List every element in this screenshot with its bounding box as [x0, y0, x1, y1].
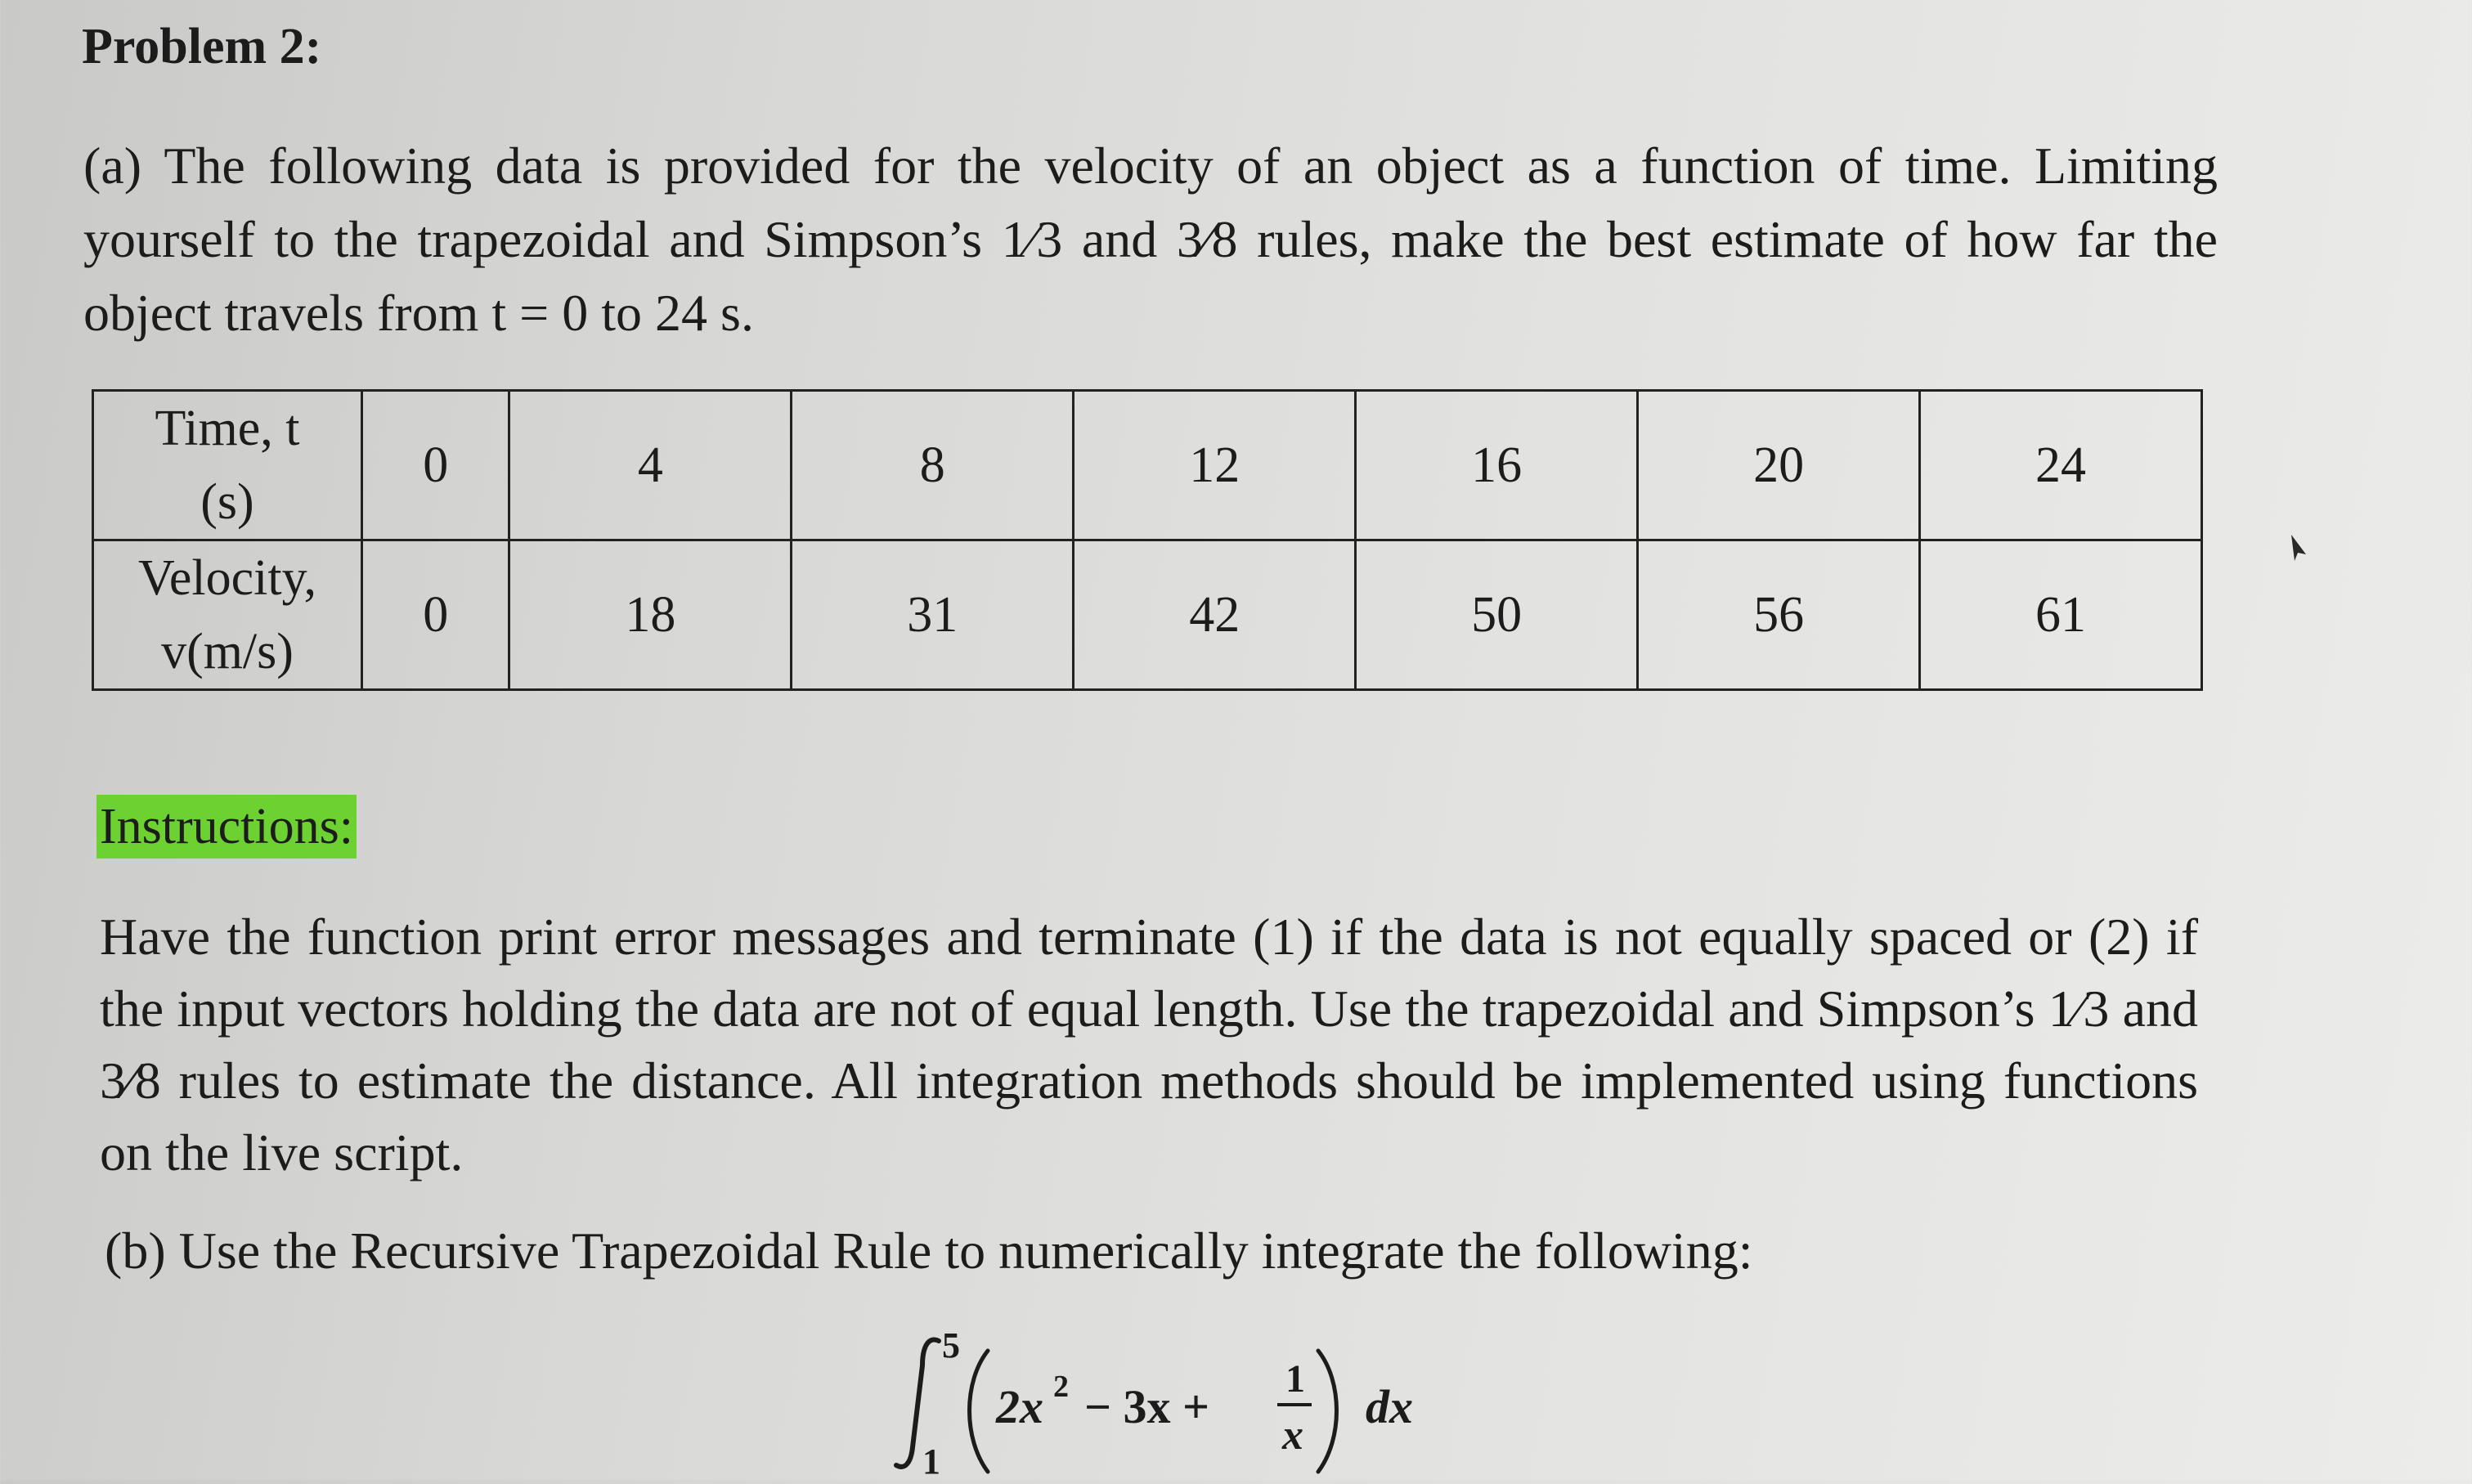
integral-upper-limit: 5	[942, 1325, 960, 1365]
velocity-cell: 18	[509, 540, 792, 690]
velocity-cell: 42	[1074, 540, 1356, 690]
velocity-cell: 56	[1638, 540, 1920, 690]
integral-denominator: x	[1282, 1412, 1303, 1459]
velocity-header-unit: v(m/s)	[161, 624, 294, 679]
instructions-text: Have the function print error messages and terminate (1) if the data is not equally spaced or (2) if the input vectors holding the data are not of equal length. Use the trapezoidal and Simpson’s 1⁄3 and 3⁄8 rules to estimate the distance. All integration methods should be implemented using functions on the live script.	[100, 908, 2198, 1181]
velocity-row	[93, 540, 2202, 690]
time-cell: 12	[1074, 391, 1356, 540]
problem-title: Problem 2:	[82, 19, 322, 74]
part-b-text: (b) Use the Recursive Trapezoidal Rule to numerically integrate the following:	[105, 1222, 1753, 1280]
integral-lower-limit: 1	[922, 1441, 940, 1480]
time-cell: 24	[1920, 391, 2202, 540]
integral-expression	[891, 1316, 1464, 1480]
velocity-header-label: Velocity,	[137, 550, 317, 606]
time-cell: 8	[792, 391, 1074, 540]
integral-differential: dx	[1366, 1380, 1413, 1433]
velocity-header	[93, 540, 362, 690]
integral-numerator: 1	[1285, 1357, 1305, 1401]
time-header-label: Time, t	[155, 401, 300, 456]
instructions-label: Instructions:	[96, 795, 357, 859]
time-cell: 16	[1356, 391, 1638, 540]
integral-exponent: 2	[1053, 1370, 1069, 1404]
mouse-cursor-icon	[2286, 533, 2309, 564]
right-paren-icon	[1318, 1351, 1337, 1472]
time-cell: 20	[1638, 391, 1920, 540]
integral-term-2x: 2x	[996, 1380, 1043, 1433]
velocity-cell: 31	[792, 540, 1074, 690]
part-a-text: (a) The following data is provided for the velocity of an object as a function of time. Limiting yourself to the trapezoidal and Simpson’s 1⁄3 and 3⁄8 rules, make the best estimate of how far the object travels from t = 0 to 24 s.	[83, 137, 2218, 342]
velocity-cell: 61	[1920, 540, 2202, 690]
left-paren-icon	[970, 1351, 989, 1472]
data-table	[92, 389, 2203, 691]
time-row	[93, 391, 2202, 540]
velocity-cell: 50	[1356, 540, 1638, 690]
time-cell: 4	[509, 391, 792, 540]
velocity-cell: 0	[362, 540, 509, 690]
time-header-unit: (s)	[200, 474, 254, 530]
time-header	[93, 391, 362, 540]
integral-middle: − 3x +	[1084, 1380, 1210, 1433]
time-cell: 0	[362, 391, 509, 540]
